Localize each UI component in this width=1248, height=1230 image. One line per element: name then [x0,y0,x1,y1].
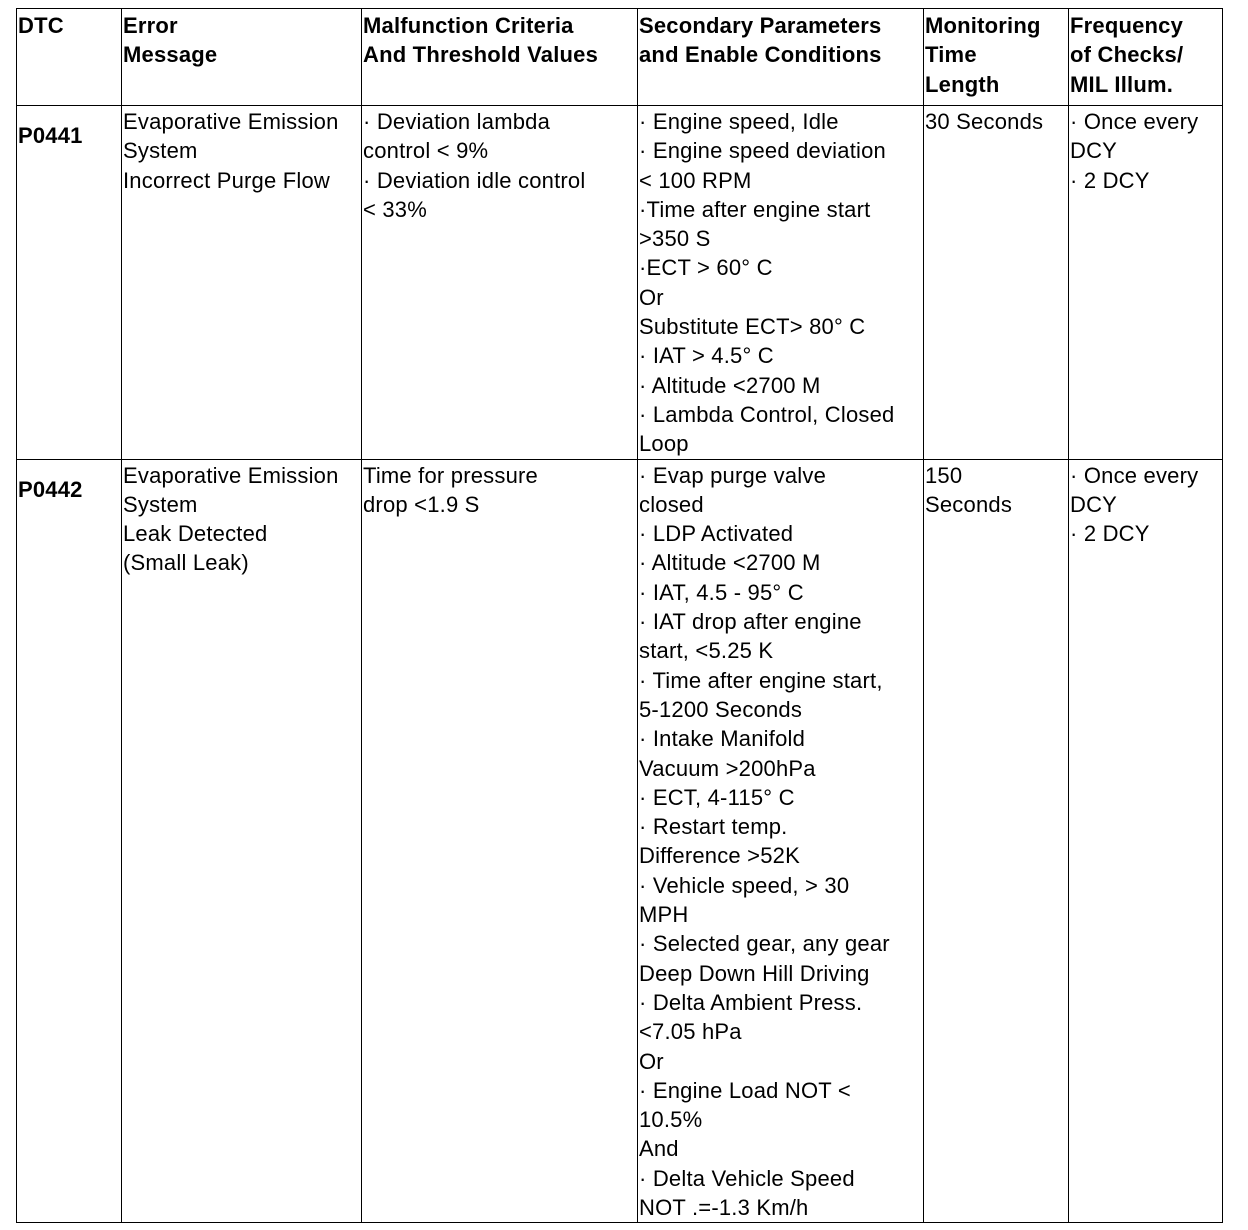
cell-line: start, <5.25 K [639,638,774,664]
cell-line: · Once every [1070,462,1199,488]
cell-line: ·Time after engine start [639,196,871,222]
cell-monitoring-time [924,459,1069,1223]
cell-line: · Delta Ambient Press. [639,989,863,1015]
cell-line: DCY [1070,491,1118,517]
cell-line: Difference >52K [639,843,800,869]
cell-secondary-parameters [638,106,924,460]
cell-line: Leak Detected [123,521,268,547]
header-line: Error [123,13,178,38]
dtc-code: P0441 [18,123,83,148]
header-line: MIL Illum. [1070,71,1174,97]
cell-line: <7.05 hPa [639,1019,742,1045]
header-line: DTC [18,13,64,38]
cell-line: · Engine speed, Idle [639,109,839,134]
cell-line: 10.5% [639,1107,703,1133]
cell-line: · Restart temp. [639,814,788,840]
dtc-table [16,8,1223,1223]
cell-line: >350 S [639,226,711,252]
cell-line: · Lambda Control, Closed [639,401,895,427]
cell-frequency [1069,459,1223,1223]
header-line: Message [123,42,218,68]
cell-line: · Time after engine start, [639,667,883,693]
dtc-code: P0442 [18,476,83,502]
cell-frequency [1069,106,1223,460]
cell-line: · 2 DCY [1070,167,1150,193]
header-line: of Checks/ [1070,42,1184,68]
cell-line: NOT .=-1.3 Km/h [639,1194,809,1220]
header-error-message [122,9,362,106]
cell-line: MPH [639,902,689,928]
cell-line: · IAT > 4.5° C [639,343,774,369]
cell-malfunction-criteria [362,459,638,1223]
cell-line: · Delta Vehicle Speed [639,1165,855,1191]
cell-line: · Deviation lambda [363,109,551,134]
header-line: Secondary Parameters [639,13,882,38]
cell-line: · 2 DCY [1070,521,1150,547]
cell-line: · ECT, 4-115° C [639,784,795,810]
cell-line: · Engine Load NOT < [639,1077,851,1103]
cell-line: 5-1200 Seconds [639,696,803,722]
table-row [17,106,1223,460]
cell-secondary-parameters [638,459,924,1223]
cell-dtc [17,459,122,1223]
cell-line: Incorrect Purge Flow [123,167,330,193]
cell-line: Time for pressure [363,462,538,488]
cell-line: · Altitude <2700 M [639,550,821,576]
cell-line: Or [639,1048,664,1074]
cell-line: · IAT, 4.5 - 95° C [639,579,804,605]
cell-line: · IAT drop after engine [639,609,862,635]
cell-line: 30 Seconds [925,109,1044,134]
cell-dtc [17,106,122,460]
cell-line: < 100 RPM [639,167,752,193]
cell-line: Loop [639,431,689,457]
cell-malfunction-criteria [362,106,638,460]
cell-line: · Vehicle speed, > 30 [639,872,850,898]
cell-line: ·ECT > 60° C [639,255,773,281]
cell-line: < 33% [363,196,427,222]
cell-line: · Deviation idle control [363,167,586,193]
header-row [17,9,1223,106]
cell-line: · Once every [1070,109,1199,134]
header-line: And Threshold Values [363,42,599,68]
cell-line: Or [639,284,664,310]
cell-line: · Selected gear, any gear [639,931,890,957]
cell-line: · Evap purge valve [639,462,827,488]
header-frequency [1069,9,1223,106]
cell-line: System [123,491,198,517]
cell-line: Deep Down Hill Driving [639,960,870,986]
header-line: Frequency [1070,13,1184,38]
table-row [17,459,1223,1223]
header-line: and Enable Conditions [639,42,882,68]
cell-line: · Engine speed deviation [639,138,886,164]
cell-line: closed [639,491,704,517]
cell-line: (Small Leak) [123,550,249,576]
cell-line: Seconds [925,491,1013,517]
header-dtc [17,9,122,106]
cell-line: And [639,1136,679,1162]
cell-monitoring-time [924,106,1069,460]
header-line: Time [925,42,977,68]
cell-line: · LDP Activated [639,521,794,547]
header-malfunction-criteria [362,9,638,106]
header-line: Length [925,71,1000,97]
header-line: Monitoring [925,13,1041,38]
cell-line: drop <1.9 S [363,491,480,517]
cell-line: control < 9% [363,138,489,164]
cell-line: Vacuum >200hPa [639,755,816,781]
cell-line: Evaporative Emission [123,462,339,488]
header-monitoring-time [924,9,1069,106]
cell-line: 150 [925,462,963,488]
cell-line: DCY [1070,138,1118,164]
cell-line: · Altitude <2700 M [639,372,821,398]
header-secondary-parameters [638,9,924,106]
cell-line: · Intake Manifold [639,726,806,752]
header-line: Malfunction Criteria [363,13,574,38]
cell-error-message [122,106,362,460]
cell-line: System [123,138,198,164]
cell-line: Substitute ECT> 80° C [639,314,866,340]
cell-error-message [122,459,362,1223]
cell-line: Evaporative Emission [123,109,339,134]
